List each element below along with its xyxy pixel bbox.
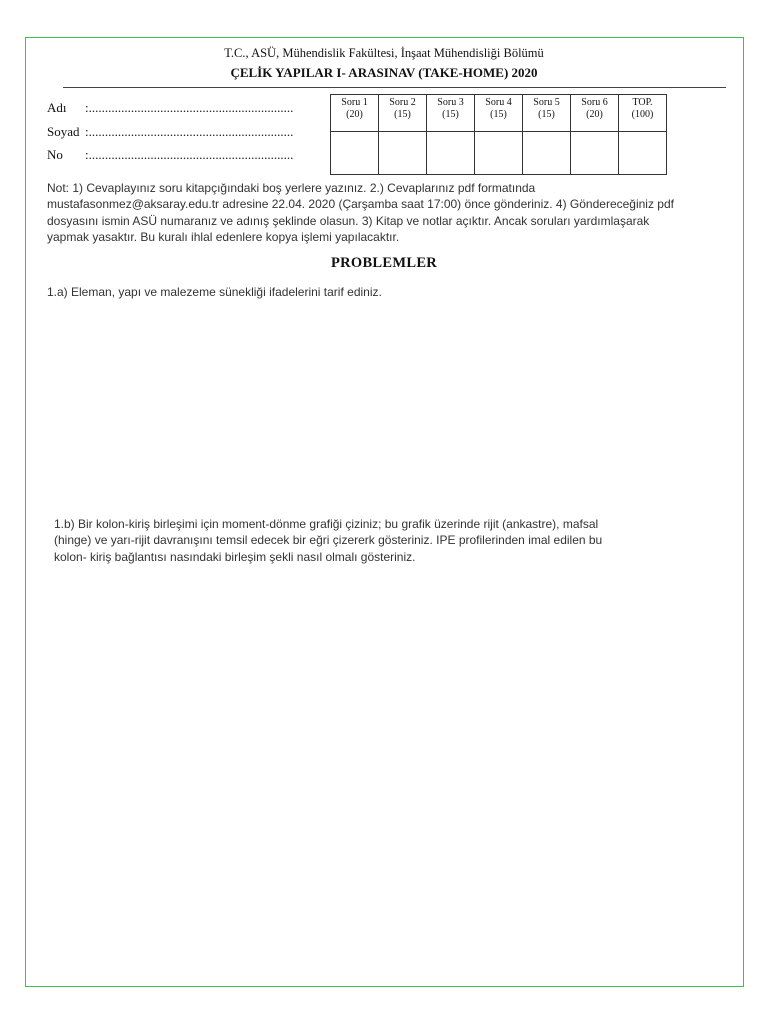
name-field[interactable]	[47, 100, 293, 116]
surname-label: Soyad	[47, 124, 80, 139]
score-cell-5[interactable]	[523, 132, 571, 175]
note-line: yapmak yasaktır. Bu kuralı ihlal edenlere kopya işlemi yapılacaktır.	[47, 229, 400, 244]
question-line: kolon- kiriş bağlantısı nasındaki birleşim şekli nasıl olmalı gösteriniz.	[54, 549, 416, 564]
header-divider	[63, 87, 726, 88]
number-label: No	[47, 147, 63, 162]
number-field[interactable]	[47, 147, 293, 163]
score-col-1: Soru 1 (20)	[331, 95, 379, 132]
surname-field[interactable]	[47, 124, 293, 140]
score-col-total: TOP. (100)	[619, 95, 667, 132]
question-line: 1.b) Bir kolon-kiriş birleşimi için moment-dönme grafiği çiziniz; bu grafik üzerinde rijit (ankastre), mafsal	[54, 517, 599, 531]
question-1a	[47, 284, 382, 300]
score-col-5: Soru 5 (15)	[523, 95, 571, 132]
note-line: mustafasonmez@aksaray.edu.tr adresine 22.04. 2020 (Çarşamba saat 17:00) önce gönderiniz. 4) Göndereceğiniz pdf	[47, 197, 674, 212]
note-line: Not: 1) Cevaplayınız soru kitapçığındaki boş yerlere yazınız. 2.) Cevaplarınız pdf formatında	[47, 181, 536, 195]
score-cell-1[interactable]	[331, 132, 379, 175]
question-line: 1.a) Eleman, yapı ve malezeme sünekliği ifadelerini tarif ediniz.	[47, 285, 382, 299]
question-line: (hinge) ve yarı-rijit davranışını temsil edecek bir eğri çizererk gösteriniz. IPE profilerinden imal edilen bu	[54, 533, 603, 548]
instructions-note	[47, 180, 727, 245]
score-col-2: Soru 2 (15)	[379, 95, 427, 132]
note-line: dosyasını ismin ASÜ numaranız ve adınış şeklinde olasun. 3) Kitap ve notlar açıktır. Ancak soruları yardımlaşarak	[47, 213, 650, 228]
question-1b	[54, 516, 602, 565]
section-title: PROBLEMLER	[330, 255, 438, 271]
score-col-6: Soru 6 (20)	[571, 95, 619, 132]
exam-title: ÇELİK YAPILAR I- ARASINAV (TAKE-HOME) 2020	[230, 65, 538, 80]
institution-heading: T.C., ASÜ, Mühendislik Fakültesi, İnşaat Mühendisliği Bölümü	[224, 46, 544, 60]
score-cell-6[interactable]	[571, 132, 619, 175]
score-table	[330, 94, 667, 175]
number-blank[interactable]: :...............................................................	[85, 147, 294, 162]
score-cell-4[interactable]	[475, 132, 523, 175]
score-col-3: Soru 3 (15)	[427, 95, 475, 132]
name-blank[interactable]: :...............................................................	[85, 100, 294, 115]
score-cell-2[interactable]	[379, 132, 427, 175]
score-cell-total[interactable]	[619, 132, 667, 175]
score-col-4: Soru 4 (15)	[475, 95, 523, 132]
score-header-row	[331, 95, 667, 132]
name-label: Adı	[47, 100, 67, 115]
score-entry-row	[331, 132, 667, 175]
score-cell-3[interactable]	[427, 132, 475, 175]
surname-blank[interactable]: :...............................................................	[85, 124, 294, 139]
